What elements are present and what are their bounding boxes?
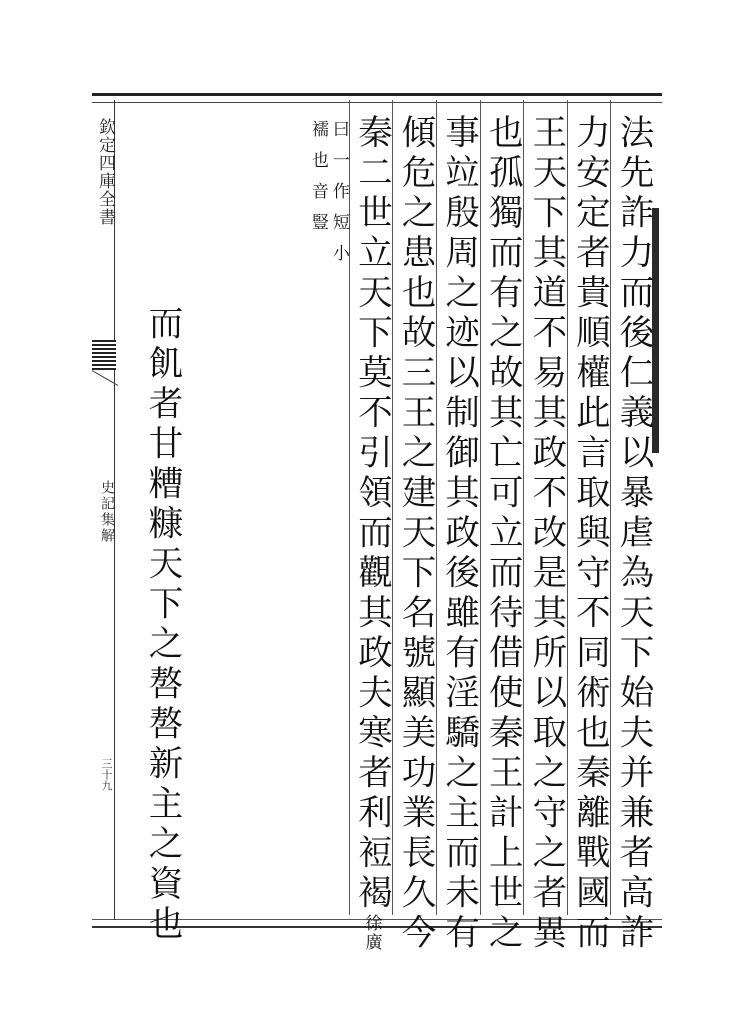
text-column-3: 王天下其道不易其政不改是其所以取之守之者異 <box>523 100 567 915</box>
annotation-xu-guang: 徐廣 <box>361 914 382 952</box>
page-number: 三十九 <box>100 758 113 791</box>
text-body <box>130 100 654 954</box>
text-column-1: 法先詐力而後仁義以暴虐為天下始夫并兼者高詐 <box>610 100 654 915</box>
text-column-6: 傾危之患也故三王之建天下名號顯美功業長久今 <box>392 100 436 915</box>
library-title: 欽定四庫全書 <box>95 118 115 226</box>
text-column-4: 也孤獨而有之故其亡可立而待借使秦王計上世之 <box>480 100 524 915</box>
text-column-7 <box>349 100 393 952</box>
text-column-7-main: 秦二世立天下莫不引領而觀其政夫寒者利裋褐 <box>351 114 392 914</box>
text-column-8 <box>305 100 349 915</box>
annotation-line-1: 曰一作短小 <box>328 120 349 275</box>
text-column-2: 力安定者貴順權此言取與守不同術也秦離戰國而 <box>567 100 611 915</box>
annotation-line-2: 襦也音豎 <box>307 120 328 244</box>
fishtail-mark <box>92 340 116 370</box>
text-column-5: 事竝殷周之迹以制御其政後雖有淫驕之主而未有 <box>436 100 480 915</box>
book-title: 史記集解 <box>99 480 115 544</box>
text-column-8-main: 而飢者甘糟糠天下之嗸嗸新主之資也 <box>142 305 182 945</box>
